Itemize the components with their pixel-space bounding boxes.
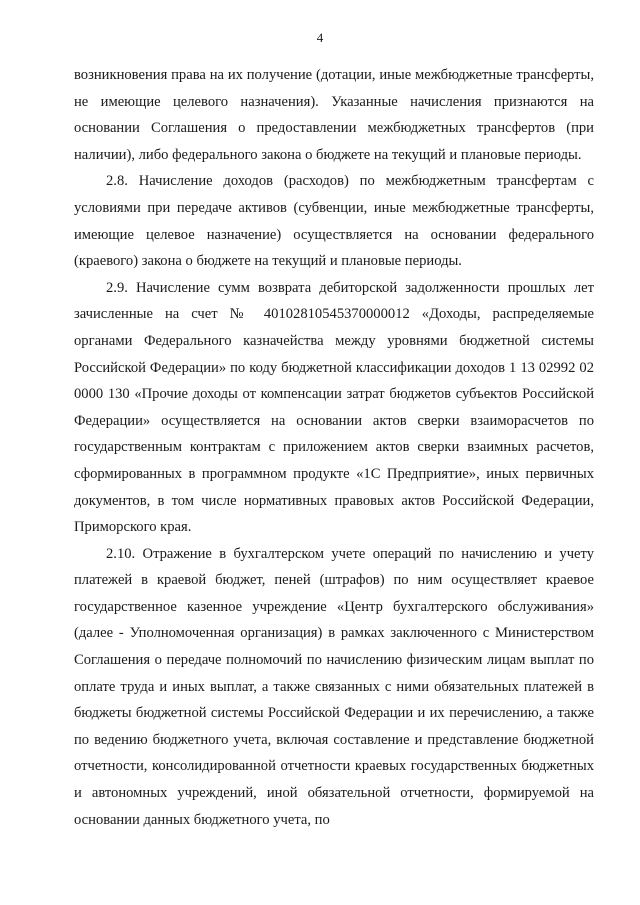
paragraph-2-8: 2.8. Начисление доходов (расходов) по межбюджетным трансфертам с условиями при передаче активов (субвенции, иные межбюджетные трансферты, имеющие целевое назначение) осуществляется на основании федерального (краевого) закона о бюджете на текущий и плановые периоды.	[74, 173, 594, 270]
page-number: 4	[316, 30, 324, 45]
paragraph-2-9: 2.9. Начисление сумм возврата дебиторской задолженности прошлых лет зачисленные на счет № 40102810545370000012 «Доходы, распределяемые органами Федерального казначейства между уровнями бюджетной системы Российской Федерации» по коду бюджетной классификации доходов 1 13 02992 02 0000 130 «Прочие доходы от компенсации затрат бюджетов субъектов Российской Федерации» осуществляется на основании актов сверки взаиморасчетов по государственным контрактам с приложением актов сверки взаимных расчетов, сформированных в программном продукте «1С Предприятие», иных первичных документов, в том числе нормативных правовых актов Российской Федерации, Приморского края.	[74, 279, 594, 536]
paragraph-2-10: 2.10. Отражение в бухгалтерском учете операций по начислению и учету платежей в краевой бюджет, пеней (штрафов) по ним осуществляет краевое государственное казенное учреждение «Центр бухгалтерского обслуживания» (далее - Уполномоченная организация) в рамках заключенного с Министерством Соглашения о передаче полномочий по начислению физическим лицам выплат по оплате труда и иных выплат, а также связанных с ними обязательных платежей в бюджеты бюджетной системы Российской Федерации и их перечислению, а также по ведению бюджетного учета, включая составление и представление бюджетной отчетности, консолидированной отчетности краевых государственных бюджетных и автономных учреждений, иной обязательной отчетности, формируемой на основании данных бюджетного учета, по	[74, 545, 594, 828]
document-body	[74, 62, 594, 833]
paragraph-continuation: возникновения права на их получение (дотации, иные межбюджетные трансферты, не имеющие целевого назначения). Указанные начисления признаются на основании Соглашения о предоставлении межбюджетных трансфертов (при наличии), либо федерального закона о бюджете на текущий и плановые периоды.	[74, 67, 594, 163]
